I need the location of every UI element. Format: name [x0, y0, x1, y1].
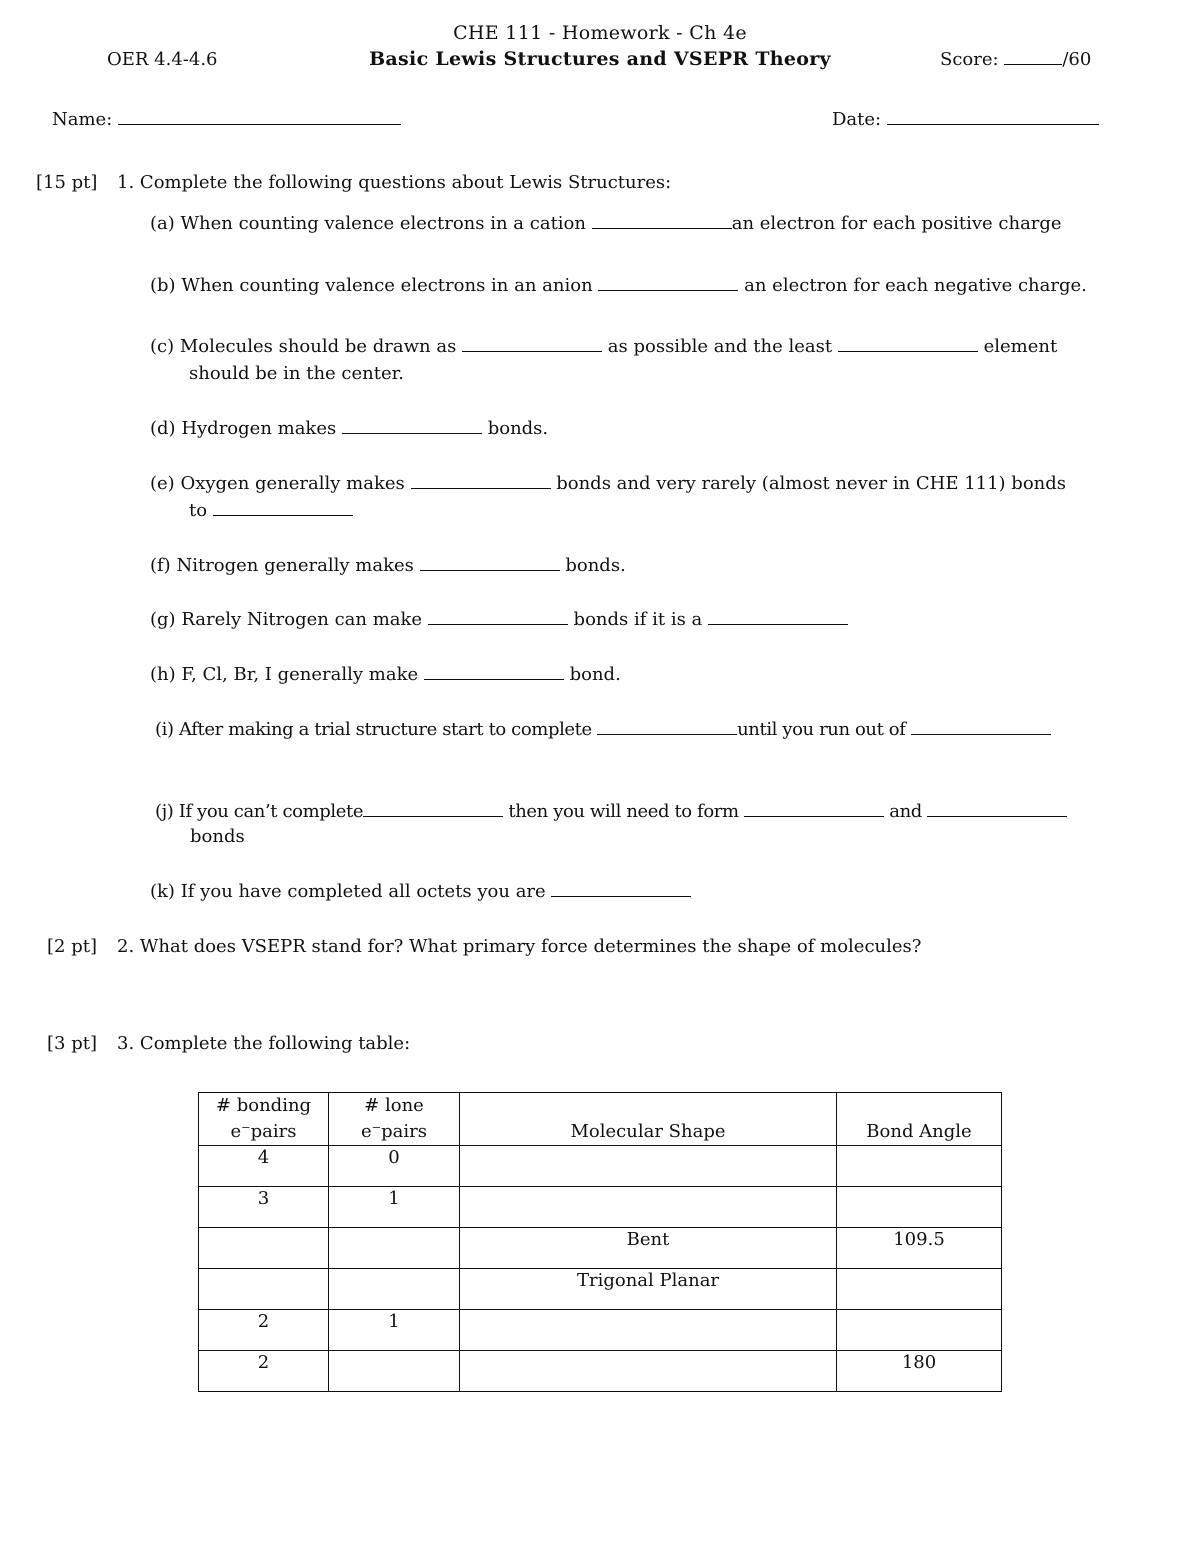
q2-text: What does VSEPR stand for? What primary force determines the shape of molecules?: [139, 936, 922, 957]
q1f-blank[interactable]: [420, 556, 560, 571]
header-lone-pairs: [329, 1093, 460, 1146]
q1e: [150, 473, 1066, 494]
header-bonding-line-1: # bonding: [215, 1095, 312, 1116]
header-angle-line-2: Bond Angle: [866, 1121, 972, 1142]
q1j-label: (j): [155, 801, 174, 822]
q1d-text-2: bonds.: [487, 418, 549, 439]
cell-angle[interactable]: 180: [837, 1351, 1002, 1392]
q1i-blank-2[interactable]: [911, 720, 1051, 735]
table-row: [199, 1187, 1002, 1228]
cell-shape[interactable]: Bent: [460, 1228, 837, 1269]
q1b-label: (b): [150, 275, 176, 296]
q1h-text-2: bond.: [569, 664, 621, 685]
q1d-blank[interactable]: [342, 419, 482, 434]
q1i-text-1: After making a trial structure start to complete: [178, 719, 592, 740]
q1f-label: (f): [150, 555, 171, 576]
name-label: Name:: [52, 109, 113, 130]
q1f: [150, 555, 626, 576]
date-blank[interactable]: [887, 110, 1099, 125]
q1d: [150, 418, 548, 439]
q1-points: [15 pt]: [36, 172, 98, 193]
q1e-blank-2[interactable]: [213, 501, 353, 516]
q3-prompt: [117, 1033, 410, 1054]
table-row: [199, 1269, 1002, 1310]
q1c-text-4: should be in the center.: [189, 363, 404, 384]
q1j-blank-3[interactable]: [927, 802, 1067, 817]
q1b-text-1: When counting valence electrons in an anion: [181, 275, 593, 296]
header-molecular-shape: [460, 1093, 837, 1146]
q1g-text-2: bonds if it is a: [573, 609, 703, 630]
cell-bonding[interactable]: 3: [199, 1187, 329, 1228]
q1-prompt: [117, 172, 671, 193]
score-total: /60: [1062, 49, 1092, 70]
table-row: [199, 1351, 1002, 1392]
q1c-text-1: Molecules should be drawn as: [179, 336, 457, 357]
cell-shape[interactable]: [460, 1187, 837, 1228]
cell-shape[interactable]: [460, 1146, 837, 1187]
q2-points: [2 pt]: [47, 936, 97, 957]
q1j-text-2: then you will need to form: [508, 801, 739, 822]
q1j-text-1: If you can’t complete: [178, 801, 364, 822]
header-shape-line-2: Molecular Shape: [570, 1121, 726, 1142]
cell-lone[interactable]: 1: [329, 1187, 460, 1228]
cell-lone[interactable]: [329, 1269, 460, 1310]
q1g: [150, 609, 848, 630]
q1c-blank-2[interactable]: [838, 337, 978, 352]
cell-bonding[interactable]: [199, 1228, 329, 1269]
q1c-label: (c): [150, 336, 175, 357]
cell-lone[interactable]: [329, 1351, 460, 1392]
q1a-blank[interactable]: [592, 214, 732, 229]
q1i-label: (i): [155, 719, 174, 740]
table-row: [199, 1146, 1002, 1187]
cell-bonding[interactable]: 2: [199, 1351, 329, 1392]
q1c-text-3: element: [983, 336, 1058, 357]
q1h: [150, 664, 621, 685]
table-row: [199, 1310, 1002, 1351]
q1-number: 1.: [117, 172, 135, 193]
score-field: [940, 49, 1091, 70]
q1b: [150, 275, 1087, 296]
date-field: [832, 109, 1099, 130]
cell-angle[interactable]: [837, 1310, 1002, 1351]
vsepr-table: [198, 1092, 1002, 1392]
q1i-blank-1[interactable]: [597, 720, 737, 735]
cell-lone[interactable]: 0: [329, 1146, 460, 1187]
table-row: [199, 1228, 1002, 1269]
q1d-label: (d): [150, 418, 176, 439]
q1g-blank-2[interactable]: [708, 610, 848, 625]
q1j-text-3: and: [889, 801, 922, 822]
q1c-blank-1[interactable]: [462, 337, 602, 352]
q1j-blank-2[interactable]: [744, 802, 884, 817]
q1c: [150, 336, 1057, 357]
score-label: Score:: [940, 49, 999, 70]
q1c-text-2: as possible and the least: [607, 336, 833, 357]
q1e-label: (e): [150, 473, 175, 494]
q1g-label: (g): [150, 609, 176, 630]
cell-bonding[interactable]: 4: [199, 1146, 329, 1187]
q2-prompt: [117, 936, 921, 957]
q1h-blank[interactable]: [424, 665, 564, 680]
q1a-text-1: When counting valence electrons in a cation: [180, 213, 586, 234]
cell-angle[interactable]: [837, 1187, 1002, 1228]
header-lone-line-1: # lone: [364, 1095, 424, 1116]
q1b-blank[interactable]: [598, 276, 738, 291]
q1a: [150, 213, 1062, 234]
q1g-blank-1[interactable]: [428, 610, 568, 625]
q1k-text-1: If you have completed all octets you are: [180, 881, 546, 902]
cell-shape[interactable]: [460, 1310, 837, 1351]
date-label: Date:: [832, 109, 882, 130]
q1k-blank[interactable]: [551, 882, 691, 897]
cell-lone[interactable]: 1: [329, 1310, 460, 1351]
q1e-text-3: to: [189, 500, 208, 521]
name-blank[interactable]: [118, 110, 401, 125]
name-field: [52, 109, 401, 130]
document-subtitle: Basic Lewis Structures and VSEPR Theory: [369, 48, 831, 70]
cell-bonding[interactable]: [199, 1269, 329, 1310]
q1j-text-4: bonds: [190, 826, 245, 847]
cell-bonding[interactable]: 2: [199, 1310, 329, 1351]
q1a-text-2: an electron for each positive charge: [731, 213, 1062, 234]
cell-angle[interactable]: [837, 1269, 1002, 1310]
q3-text: Complete the following table:: [139, 1033, 411, 1054]
q1j: [155, 801, 1067, 822]
score-blank[interactable]: [1004, 50, 1062, 65]
q3-points: [3 pt]: [47, 1033, 97, 1054]
q1h-label: (h): [150, 664, 176, 685]
header-bonding-pairs: [199, 1093, 329, 1146]
q1k: [150, 881, 691, 902]
document-title: CHE 111 - Homework - Ch 4e: [453, 22, 747, 44]
table-header-row: [199, 1093, 1002, 1146]
q3-number: 3.: [117, 1033, 135, 1054]
cell-shape[interactable]: Trigonal Planar: [460, 1269, 837, 1310]
q1-text: Complete the following questions about Lewis Structures:: [139, 172, 672, 193]
q1e-text-2: bonds and very rarely (almost never in CHE 111) bonds: [556, 473, 1067, 494]
header-lone-line-2: e⁻pairs: [360, 1121, 427, 1142]
header-bonding-line-2: e⁻pairs: [230, 1121, 297, 1142]
q1g-text-1: Rarely Nitrogen can make: [181, 609, 423, 630]
q1e-line-2: [189, 500, 353, 521]
q1e-text-1: Oxygen generally makes: [180, 473, 405, 494]
q1i-text-2: until you run out of: [737, 719, 906, 740]
q1k-label: (k): [150, 881, 175, 902]
q1f-text-2: bonds.: [565, 555, 626, 576]
oer-reference: OER 4.4-4.6: [107, 49, 218, 70]
cell-angle[interactable]: 109.5: [837, 1228, 1002, 1269]
q1d-text-1: Hydrogen makes: [181, 418, 337, 439]
cell-shape[interactable]: [460, 1351, 837, 1392]
q1e-blank-1[interactable]: [411, 474, 551, 489]
q1i: [155, 719, 1051, 740]
q2-number: 2.: [117, 936, 135, 957]
q1b-text-2: an electron for each negative charge.: [744, 275, 1087, 296]
q1a-label: (a): [150, 213, 175, 234]
q1h-text-1: F, Cl, Br, I generally make: [181, 664, 419, 685]
q1j-blank-1[interactable]: [363, 802, 503, 817]
cell-angle[interactable]: [837, 1146, 1002, 1187]
cell-lone[interactable]: [329, 1228, 460, 1269]
q1f-text-1: Nitrogen generally makes: [176, 555, 414, 576]
header-bond-angle: [837, 1093, 1002, 1146]
